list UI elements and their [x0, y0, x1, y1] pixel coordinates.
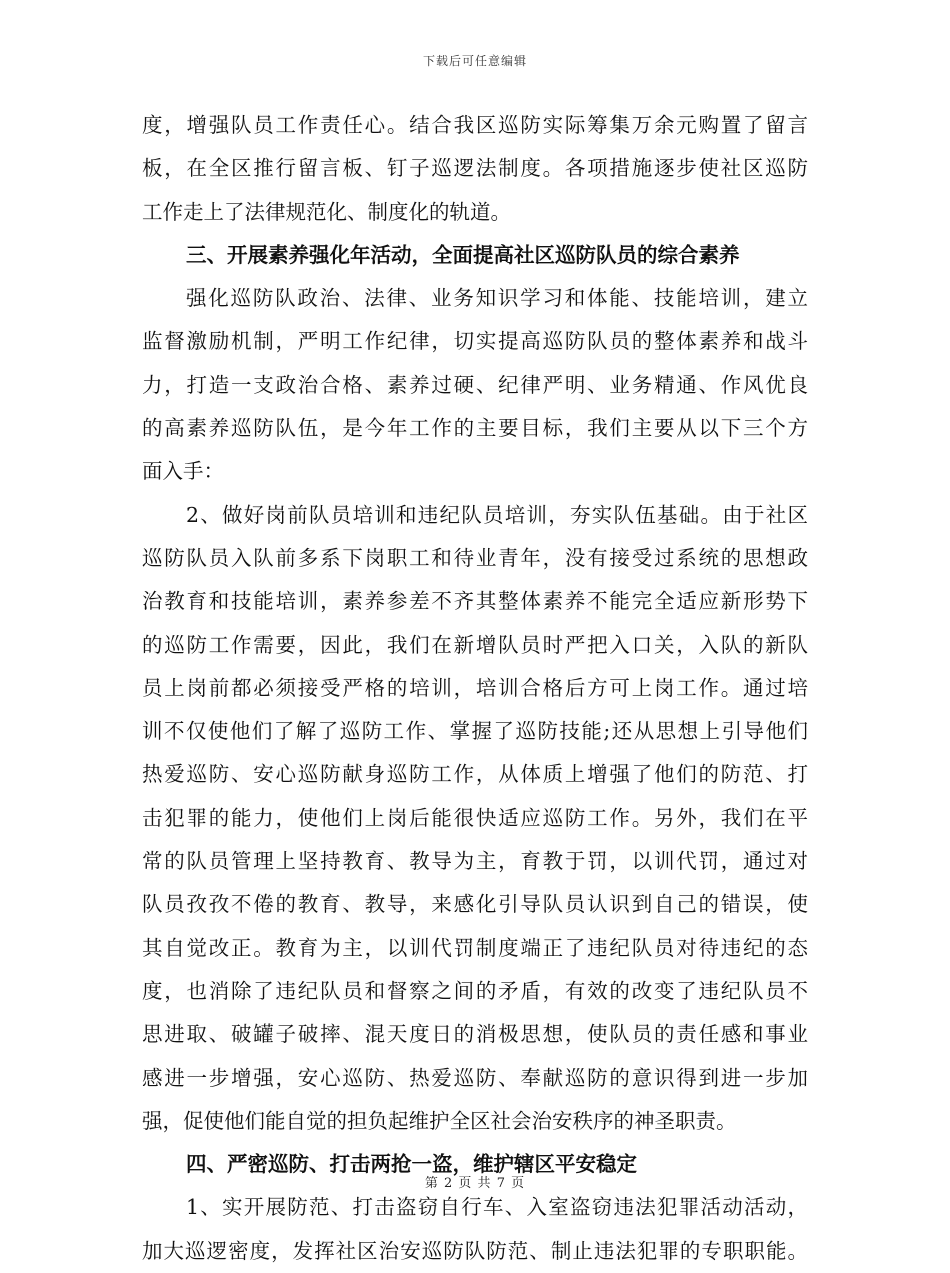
body-line: 的巡防工作需要，因此，我们在新增队员时严把入口关，入队的新队 [142, 632, 808, 657]
page-header-note: 下载后可任意编辑 [422, 54, 527, 68]
body-line: 的高素养巡防队伍，是今年工作的主要目标，我们主要从以下三个方 [142, 416, 808, 441]
body-line: 感进一步增强，安心巡防、热爱巡防、奉献巡防的意识得到进一步加 [142, 1065, 808, 1090]
body-line: 巡防队员入队前多系下岗职工和待业青年，没有接受过系统的思想政 [142, 545, 808, 570]
body-line: 队员孜孜不倦的教育、教导，来感化引导队员认识到自己的错误，使 [142, 892, 808, 917]
page-number: 第 2 页 共 7 页 [424, 1176, 526, 1191]
body-line: 加大巡逻密度，发挥社区治安巡防队防范、制止违法犯罪的专职职能。 [142, 1238, 808, 1263]
section-heading-4: 四、严密巡防、打击两抢一盗，维护辖区平安稳定 [186, 1152, 637, 1177]
body-line: 度，增强队员工作责任心。结合我区巡防实际筹集万余元购置了留言 [142, 113, 808, 137]
body-line: 监督激励机制，严明工作纪律，切实提高巡防队员的整体素养和战斗 [142, 329, 808, 354]
body-line: 度，也消除了违纪队员和督察之间的矛盾，有效的改变了违纪队员不 [142, 978, 808, 1003]
body-line: 强，促使他们能自觉的担负起维护全区社会治安秩序的神圣职责。 [142, 1108, 737, 1133]
body-line: 击犯罪的能力，使他们上岗后能很快适应巡防工作。另外，我们在平 [142, 805, 808, 830]
body-line: 其自觉改正。教育为主，以训代罚制度端正了违纪队员对待违纪的态 [142, 935, 808, 960]
body-line: 强化巡防队政治、法律、业务知识学习和体能、技能培训，建立 [186, 286, 808, 311]
document-body [142, 104, 808, 1273]
body-line: 工作走上了法律规范化、制度化的轨道。 [142, 199, 511, 224]
body-line: 员上岗前都必须接受严格的培训，培训合格后方可上岗工作。通过培 [142, 675, 808, 700]
body-line: 治教育和技能培训，素养参差不齐其整体素养不能完全适应新形势下 [142, 589, 808, 614]
body-line: 1、实开展防范、打击盗窃自行车、入室盗窃违法犯罪活动活动， [186, 1195, 808, 1220]
body-line: 2、做好岗前队员培训和违纪队员培训，夯实队伍基础。由于社区 [186, 502, 808, 527]
body-line: 板，在全区推行留言板、钉子巡逻法制度。各项措施逐步使社区巡防 [142, 156, 808, 181]
body-line: 常的队员管理上坚持教育、教导为主，育教于罚，以训代罚，通过对 [142, 849, 808, 874]
body-line: 力，打造一支政治合格、素养过硬、纪律严明、业务精通、作风优良 [142, 372, 808, 397]
body-line: 面入手： [142, 459, 224, 484]
body-line: 热爱巡防、安心巡防献身巡防工作，从体质上增强了他们的防范、打 [142, 762, 808, 787]
body-line: 训不仅使他们了解了巡防工作、掌握了巡防技能;还从思想上引导他们 [142, 719, 808, 744]
section-heading-3: 三、开展素养强化年活动，全面提高社区巡防队员的综合素养 [186, 242, 740, 267]
body-line: 思进取、破罐子破摔、混天度日的消极思想，使队员的责任感和事业 [142, 1022, 808, 1047]
